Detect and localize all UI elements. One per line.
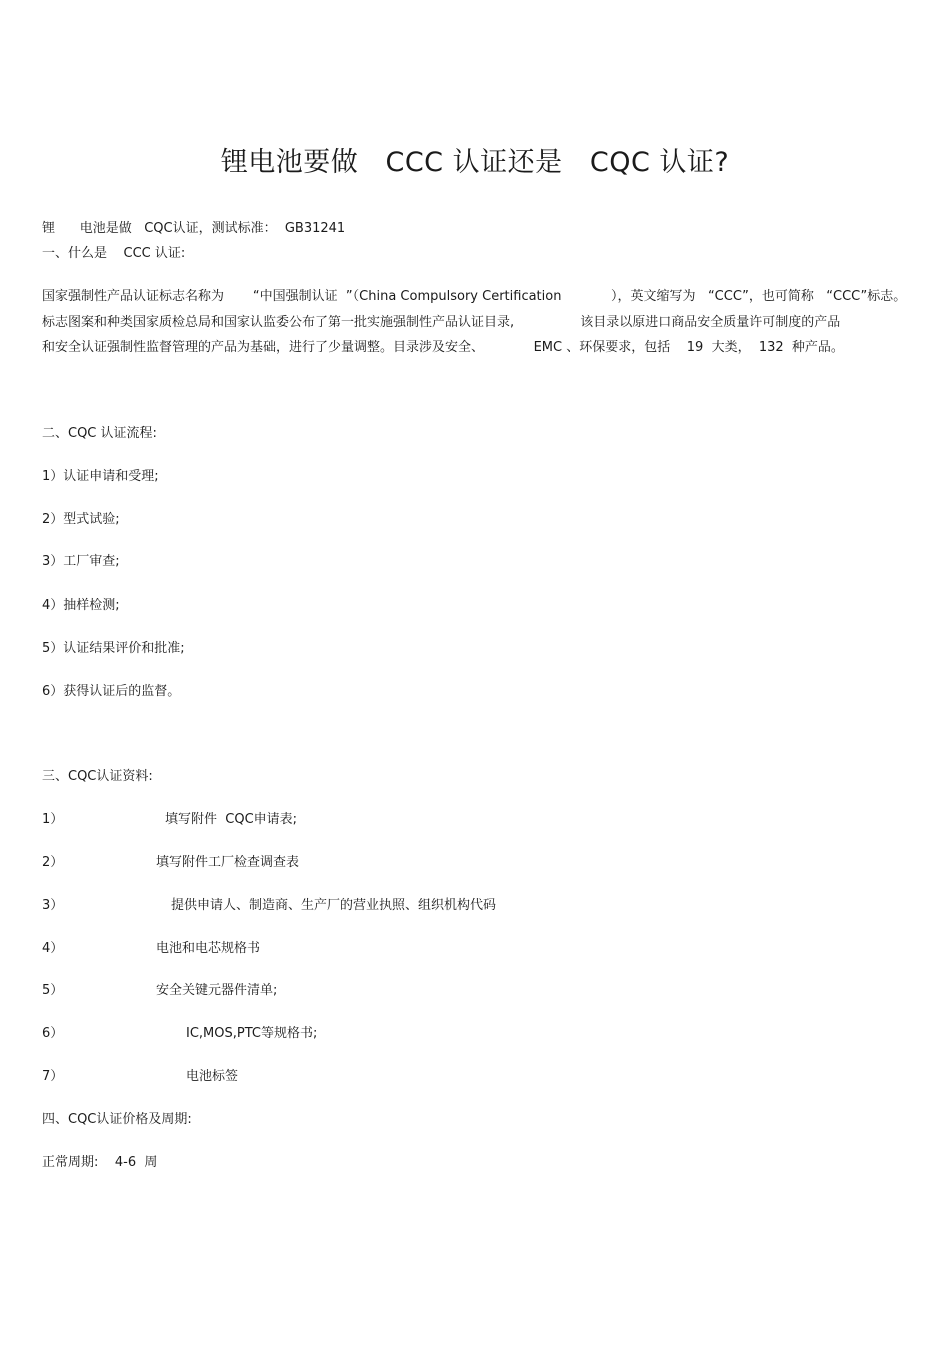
item-text: 提供申请人、制造商、生产厂的营业执照、组织机构代码 [171,898,497,913]
item-number: 5） [42,983,64,998]
item-text: 电池和电芯规格书 [156,941,261,956]
step-item: 3）工厂审查; [42,554,120,569]
item-text: 填写附件工厂检查调查表 [156,855,300,870]
section1-para-line1: 国家强制性产品认证标志名称为 “中国强制认证 ”（China Compulsory Certification ），英文缩写为 “CCC”，也可简称 “CCC”标志。 [42,289,907,304]
step-item: 1）认证申请和受理; [42,469,159,484]
section4-heading: 四、CQC认证价格及周期: [42,1112,192,1127]
section1-heading: 一、什么是 CCC 认证: [42,246,186,261]
item-text: IC,MOS,PTC等规格书; [186,1026,318,1041]
item-number: 2） [42,855,64,870]
item-number: 6） [42,1026,64,1041]
section1-para-line2: 标志图案和种类国家质检总局和国家认监委公布了第一批实施强制性产品认证目录, 该目录以原进口商品安全质量许可制度的产品 [42,315,841,330]
item-text: 电池标签 [186,1069,239,1084]
step-item: 2）型式试验; [42,512,120,527]
period-line: 正常周期: 4-6 周 [42,1155,158,1170]
step-item: 6）获得认证后的监督。 [42,684,181,699]
item-number: 4） [42,941,64,956]
section3-heading: 三、CQC认证资料: [42,769,153,784]
intro-line: 锂 电池是做 CQC认证，测试标准： GB31241 [42,221,346,236]
section1-para-line3: 和安全认证强制性监督管理的产品为基础，进行了少量调整。目录涉及安全、 EMC 、环保要求，包括 19 大类， 132 种产品。 [42,340,844,355]
item-number: 1） [42,812,64,827]
step-item: 4）抽样检测; [42,598,120,613]
step-item: 5）认证结果评价和批准; [42,641,185,656]
item-text: 填写附件 CQC申请表; [165,812,298,827]
page-title: 锂电池要做 CCC 认证还是 CQC 认证? [220,147,730,178]
item-text: 安全关键元器件清单; [156,983,278,998]
item-number: 7） [42,1069,64,1084]
section2-heading: 二、CQC 认证流程: [42,426,157,441]
item-number: 3） [42,898,64,913]
